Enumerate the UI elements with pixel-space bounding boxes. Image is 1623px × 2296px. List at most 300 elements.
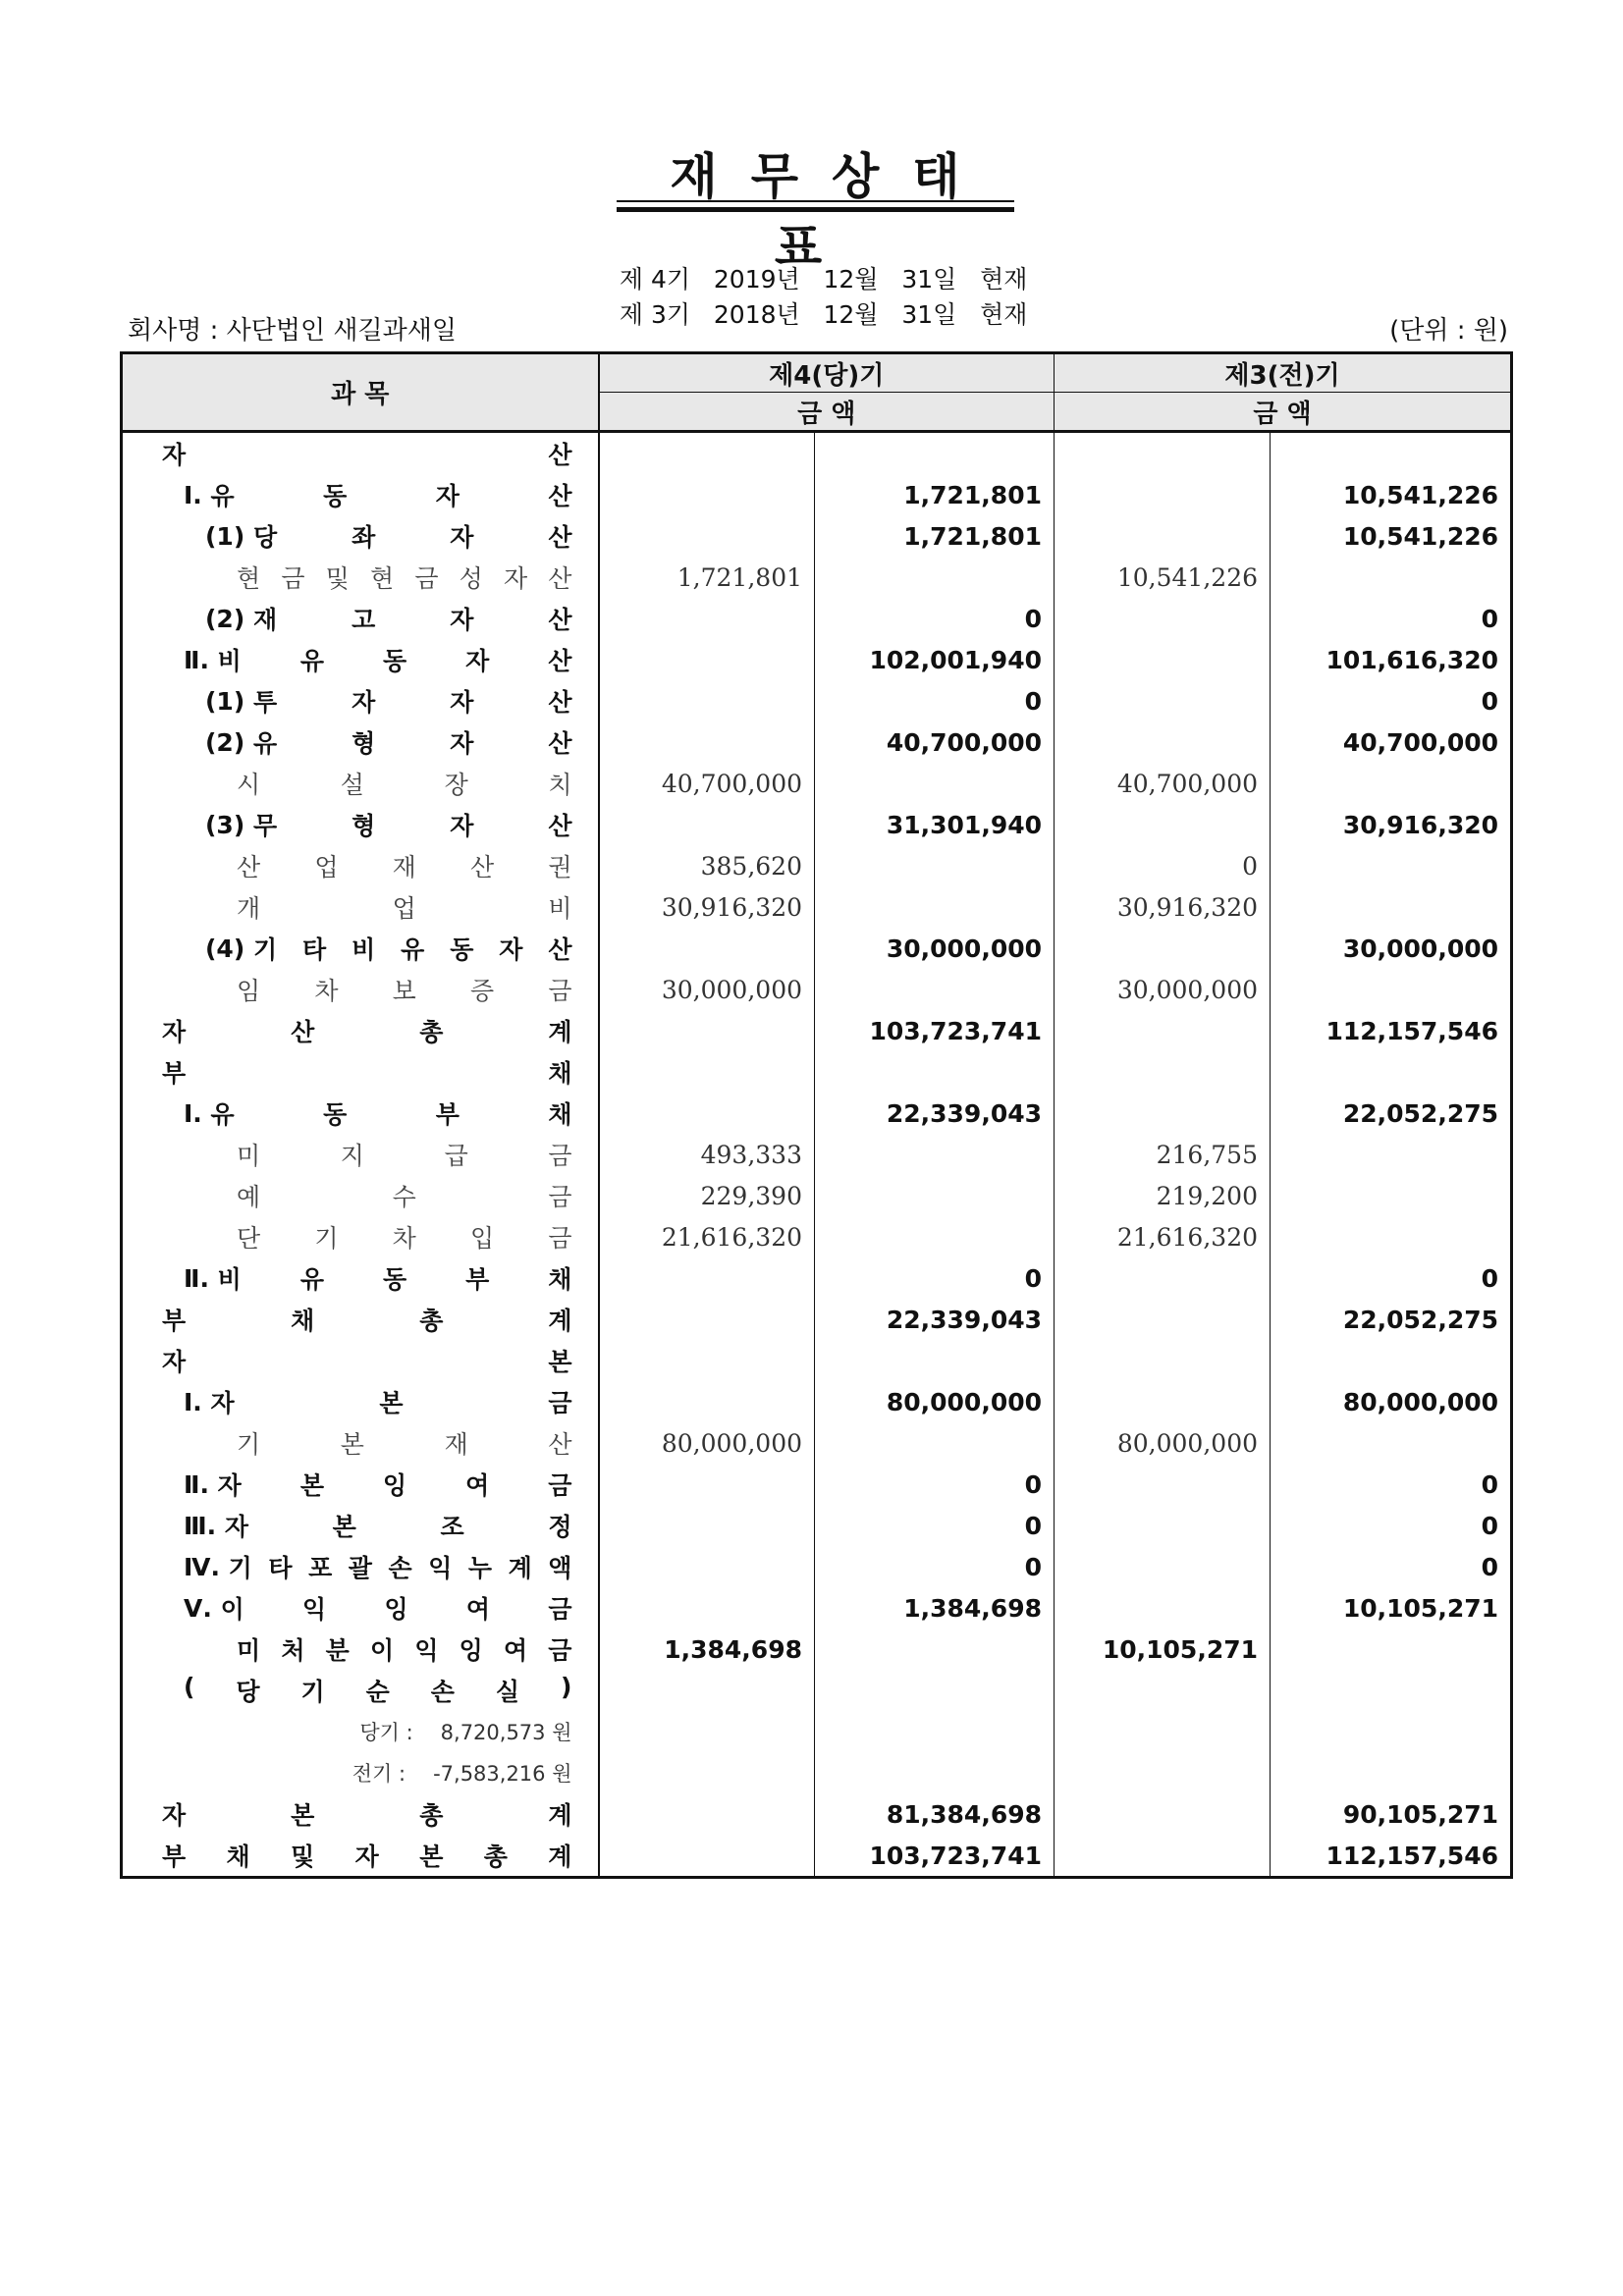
- unit-label: (단위 : 원): [1389, 316, 1508, 346]
- account-cell: [122, 969, 599, 1010]
- account-label: [237, 1137, 572, 1172]
- prior-detail-amount: 40,700,000: [1055, 763, 1271, 804]
- net-loss-note: [237, 1758, 572, 1788]
- account-label: [205, 724, 572, 760]
- current-total-amount: 40,700,000: [815, 721, 1055, 763]
- account-name: 투 자 자 산: [252, 688, 572, 717]
- current-detail-amount: [599, 1051, 815, 1093]
- current-detail-amount: [599, 1835, 815, 1878]
- period-year: 2019년: [713, 265, 800, 294]
- account-prefix: (1): [205, 686, 253, 716]
- account-prefix: (2): [205, 727, 253, 757]
- table-row: [122, 557, 1512, 598]
- table-row: [122, 721, 1512, 763]
- prior-detail-amount: [1055, 1835, 1271, 1878]
- account-label: [162, 1302, 572, 1337]
- prior-detail-amount: 21,616,320: [1055, 1216, 1271, 1257]
- account-label: [237, 889, 572, 925]
- current-detail-amount: 30,000,000: [599, 969, 815, 1010]
- current-detail-amount: [599, 680, 815, 721]
- account-cell: [122, 1051, 599, 1093]
- current-total-amount: 30,000,000: [815, 928, 1055, 969]
- current-detail-amount: 385,620: [599, 845, 815, 886]
- account-name: 비 유 동 자 산: [217, 647, 572, 675]
- current-total-amount: 1,384,698: [815, 1587, 1055, 1629]
- account-name: 자 산 총 계: [162, 1018, 572, 1046]
- prior-detail-amount: [1055, 1793, 1271, 1835]
- note-text: 8,720,573 원: [440, 1721, 572, 1744]
- prior-detail-amount: [1055, 1711, 1271, 1752]
- table-row: [122, 886, 1512, 928]
- table-body: [122, 432, 1512, 1878]
- current-detail-amount: 493,333: [599, 1134, 815, 1175]
- table-header: [122, 353, 1512, 432]
- prior-detail-amount: [1055, 721, 1271, 763]
- current-total-amount: [815, 763, 1055, 804]
- current-total-amount: [815, 1422, 1055, 1464]
- account-name: 자 본 총 계: [162, 1801, 572, 1830]
- period-month: 12월: [823, 300, 879, 329]
- account-label: [162, 1054, 572, 1090]
- current-total-amount: 0: [815, 680, 1055, 721]
- account-name: 자 본 금: [210, 1389, 572, 1417]
- account-label: [205, 683, 572, 719]
- account-name: 기 본 재 산: [237, 1430, 572, 1459]
- note-text: -7,583,216 원: [433, 1762, 572, 1786]
- prior-detail-amount: 80,000,000: [1055, 1422, 1271, 1464]
- table-row: [122, 1175, 1512, 1216]
- account-name: 자 산: [162, 441, 572, 469]
- table-row: [122, 474, 1512, 515]
- header-current-amount: 금 액: [599, 393, 1055, 432]
- prior-detail-amount: [1055, 928, 1271, 969]
- prior-total-amount: 101,616,320: [1271, 639, 1512, 680]
- prior-total-amount: [1271, 845, 1512, 886]
- account-cell: [122, 598, 599, 639]
- current-detail-amount: [599, 1670, 815, 1711]
- account-label: [237, 1219, 572, 1255]
- current-total-amount: [815, 886, 1055, 928]
- prior-detail-amount: [1055, 598, 1271, 639]
- account-label: [205, 807, 572, 842]
- account-cell: [122, 1505, 599, 1546]
- current-detail-amount: [599, 928, 815, 969]
- table-row: [122, 1257, 1512, 1299]
- account-cell: [122, 1629, 599, 1670]
- table-row: [122, 1752, 1512, 1793]
- account-name: 부 채 및 자 본 총 계: [162, 1842, 572, 1871]
- current-detail-amount: 40,700,000: [599, 763, 815, 804]
- period-month: 12월: [823, 265, 879, 294]
- current-detail-amount: 80,000,000: [599, 1422, 815, 1464]
- account-cell: [122, 474, 599, 515]
- prior-total-amount: 90,105,271: [1271, 1793, 1512, 1835]
- table-row: [122, 1711, 1512, 1752]
- account-name: 부 채 총 계: [162, 1307, 572, 1335]
- account-name: ( 당 기 순 손 실 ): [184, 1673, 572, 1706]
- account-name: 시 설 장 치: [237, 771, 572, 799]
- account-cell: [122, 1216, 599, 1257]
- account-label: [237, 1425, 572, 1461]
- prior-detail-amount: [1055, 515, 1271, 557]
- table-row: [122, 1670, 1512, 1711]
- account-cell: [122, 1093, 599, 1134]
- account-prefix: Ⅱ.: [184, 645, 218, 674]
- current-total-amount: 1,721,801: [815, 474, 1055, 515]
- current-detail-amount: 30,916,320: [599, 886, 815, 928]
- account-label: [205, 518, 572, 554]
- current-total-amount: 0: [815, 598, 1055, 639]
- current-detail-amount: [599, 1546, 815, 1587]
- account-cell: [122, 1752, 599, 1793]
- account-label: [162, 1796, 572, 1832]
- current-total-amount: [815, 1175, 1055, 1216]
- account-label: [162, 1343, 572, 1378]
- current-detail-amount: [599, 804, 815, 845]
- current-total-amount: [815, 1340, 1055, 1381]
- table-row: [122, 1505, 1512, 1546]
- prior-detail-amount: [1055, 1505, 1271, 1546]
- current-detail-amount: [599, 1752, 815, 1793]
- account-label: [205, 601, 572, 636]
- account-prefix: (4): [205, 934, 253, 963]
- account-prefix: Ⅲ.: [184, 1511, 225, 1540]
- account-name: 임 차 보 증 금: [237, 977, 572, 1005]
- account-label: [237, 1631, 572, 1667]
- account-cell: [122, 763, 599, 804]
- header-account: [122, 353, 599, 432]
- prior-detail-amount: [1055, 1587, 1271, 1629]
- account-prefix: Ⅱ.: [184, 1469, 218, 1499]
- table-row: [122, 969, 1512, 1010]
- account-label: [184, 642, 572, 677]
- account-label: [184, 1673, 572, 1708]
- account-name: 기 타 비 유 동 자 산: [252, 935, 572, 964]
- account-prefix: (1): [205, 521, 253, 551]
- header-prior-amount: 금 액: [1055, 393, 1512, 432]
- account-cell: [122, 1134, 599, 1175]
- prior-detail-amount: [1055, 1381, 1271, 1422]
- current-total-amount: [815, 1216, 1055, 1257]
- current-detail-amount: [599, 721, 815, 763]
- current-total-amount: 80,000,000: [815, 1381, 1055, 1422]
- current-total-amount: [815, 1670, 1055, 1711]
- table-row: [122, 1340, 1512, 1381]
- account-prefix: Ⅰ.: [184, 1098, 211, 1128]
- table-row: [122, 1422, 1512, 1464]
- table-row: [122, 1381, 1512, 1422]
- account-cell: [122, 1381, 599, 1422]
- current-total-amount: 103,723,741: [815, 1010, 1055, 1051]
- account-cell: [122, 1257, 599, 1299]
- account-cell: [122, 1546, 599, 1587]
- account-cell: [122, 804, 599, 845]
- current-detail-amount: [599, 1257, 815, 1299]
- prior-detail-amount: 30,916,320: [1055, 886, 1271, 928]
- current-total-amount: 22,339,043: [815, 1093, 1055, 1134]
- period-status: 현재: [980, 265, 1028, 294]
- prior-total-amount: 22,052,275: [1271, 1093, 1512, 1134]
- prior-total-amount: [1271, 886, 1512, 928]
- company-name: 회사명 : 사단법인 새길과새일: [128, 316, 457, 346]
- current-total-amount: [815, 1134, 1055, 1175]
- account-cell: [122, 886, 599, 928]
- prior-total-amount: [1271, 1752, 1512, 1793]
- current-total-amount: [815, 1629, 1055, 1670]
- account-cell: [122, 1835, 599, 1878]
- table-row: [122, 515, 1512, 557]
- prior-total-amount: [1271, 1422, 1512, 1464]
- account-cell: [122, 1587, 599, 1629]
- prior-total-amount: 0: [1271, 598, 1512, 639]
- account-label: [162, 1013, 572, 1048]
- prior-detail-amount: [1055, 432, 1271, 475]
- account-label: [237, 560, 572, 595]
- current-total-amount: 103,723,741: [815, 1835, 1055, 1878]
- prior-total-amount: [1271, 1340, 1512, 1381]
- account-cell: [122, 639, 599, 680]
- prior-detail-amount: 0: [1055, 845, 1271, 886]
- current-total-amount: 31,301,940: [815, 804, 1055, 845]
- account-label: [184, 1508, 572, 1543]
- account-cell: [122, 1010, 599, 1051]
- account-cell: [122, 515, 599, 557]
- period-day: 31일: [901, 300, 957, 329]
- table-row: [122, 1299, 1512, 1340]
- prior-total-amount: 22,052,275: [1271, 1299, 1512, 1340]
- prior-total-amount: 0: [1271, 680, 1512, 721]
- account-label: [237, 766, 572, 801]
- account-name: 현 금 및 현 금 성 자 산: [237, 564, 572, 593]
- account-cell: [122, 1422, 599, 1464]
- account-name: 부 채: [162, 1059, 572, 1088]
- account-label: [237, 972, 572, 1007]
- current-detail-amount: [599, 1587, 815, 1629]
- prior-total-amount: 10,105,271: [1271, 1587, 1512, 1629]
- current-total-amount: [815, 845, 1055, 886]
- current-detail-amount: [599, 515, 815, 557]
- prior-detail-amount: [1055, 1299, 1271, 1340]
- table-row: [122, 1051, 1512, 1093]
- period-term: 제 3기: [619, 300, 691, 329]
- account-cell: [122, 928, 599, 969]
- account-cell: [122, 845, 599, 886]
- account-cell: [122, 432, 599, 475]
- current-detail-amount: [599, 639, 815, 680]
- current-detail-amount: [599, 1711, 815, 1752]
- current-detail-amount: [599, 1793, 815, 1835]
- account-label: [237, 848, 572, 883]
- account-cell: [122, 1711, 599, 1752]
- account-cell: [122, 1175, 599, 1216]
- current-detail-amount: 1,384,698: [599, 1629, 815, 1670]
- current-total-amount: 102,001,940: [815, 639, 1055, 680]
- current-total-amount: [815, 432, 1055, 475]
- prior-total-amount: [1271, 1051, 1512, 1093]
- account-name: 무 형 자 산: [252, 812, 572, 840]
- prior-detail-amount: [1055, 680, 1271, 721]
- current-detail-amount: [599, 1340, 815, 1381]
- account-name: 유 형 자 산: [252, 729, 572, 758]
- period-term: 제 4기: [619, 265, 691, 294]
- prior-detail-amount: [1055, 1546, 1271, 1587]
- prior-total-amount: [1271, 432, 1512, 475]
- current-total-amount: 0: [815, 1546, 1055, 1587]
- account-cell: [122, 1299, 599, 1340]
- current-total-amount: [815, 969, 1055, 1010]
- prior-total-amount: 0: [1271, 1505, 1512, 1546]
- prior-total-amount: [1271, 1175, 1512, 1216]
- account-name: 미 처 분 이 익 잉 여 금: [237, 1636, 572, 1665]
- current-total-amount: [815, 1752, 1055, 1793]
- account-label: [162, 436, 572, 471]
- current-detail-amount: [599, 1010, 815, 1051]
- account-prefix: Ⅱ.: [184, 1263, 218, 1293]
- account-name: 개 업 비: [237, 894, 572, 923]
- prior-total-amount: [1271, 557, 1512, 598]
- prior-detail-amount: [1055, 1340, 1271, 1381]
- prior-total-amount: [1271, 1711, 1512, 1752]
- current-total-amount: 0: [815, 1464, 1055, 1505]
- current-total-amount: 0: [815, 1505, 1055, 1546]
- prior-total-amount: 0: [1271, 1546, 1512, 1587]
- prior-detail-amount: [1055, 804, 1271, 845]
- account-cell: [122, 557, 599, 598]
- period-status: 현재: [980, 300, 1028, 329]
- account-label: [184, 1384, 572, 1419]
- current-total-amount: [815, 557, 1055, 598]
- table-row: [122, 1546, 1512, 1587]
- prior-total-amount: [1271, 763, 1512, 804]
- account-label: [184, 477, 572, 512]
- prior-detail-amount: [1055, 1670, 1271, 1711]
- prior-total-amount: 0: [1271, 1257, 1512, 1299]
- header-account-label: 과 목: [331, 380, 390, 409]
- current-detail-amount: [599, 474, 815, 515]
- account-name: 비 유 동 부 채: [217, 1265, 572, 1294]
- account-prefix: (2): [205, 604, 253, 633]
- balance-sheet-table: [120, 351, 1513, 1879]
- net-loss-note: [237, 1717, 572, 1746]
- prior-total-amount: [1271, 969, 1512, 1010]
- account-name: 유 동 자 산: [210, 482, 572, 510]
- current-detail-amount: [599, 1299, 815, 1340]
- account-name: 당 좌 자 산: [252, 523, 572, 552]
- table-row: [122, 928, 1512, 969]
- account-label: [184, 1467, 572, 1502]
- prior-total-amount: 10,541,226: [1271, 474, 1512, 515]
- account-name: 이 익 잉 여 금: [220, 1595, 572, 1624]
- table-row: [122, 1010, 1512, 1051]
- account-prefix: Ⅳ.: [184, 1552, 229, 1581]
- prior-detail-amount: 216,755: [1055, 1134, 1271, 1175]
- account-label: [184, 1260, 572, 1296]
- current-detail-amount: [599, 432, 815, 475]
- table-row: [122, 598, 1512, 639]
- prior-total-amount: 112,157,546: [1271, 1835, 1512, 1878]
- prior-detail-amount: [1055, 1093, 1271, 1134]
- table-row: [122, 1093, 1512, 1134]
- prior-detail-amount: 10,105,271: [1055, 1629, 1271, 1670]
- period-year: 2018년: [713, 300, 800, 329]
- account-label: [205, 931, 572, 966]
- account-name: 재 고 자 산: [252, 606, 572, 634]
- account-name: 자 본 잉 여 금: [217, 1471, 572, 1500]
- account-cell: [122, 721, 599, 763]
- current-detail-amount: [599, 1505, 815, 1546]
- prior-detail-amount: [1055, 1464, 1271, 1505]
- table-row: [122, 1587, 1512, 1629]
- header-prior-period: 제3(전)기: [1055, 353, 1512, 393]
- prior-total-amount: 30,916,320: [1271, 804, 1512, 845]
- current-total-amount: [815, 1711, 1055, 1752]
- document-title: 재무상태표: [670, 148, 994, 276]
- current-total-amount: 0: [815, 1257, 1055, 1299]
- prior-total-amount: 0: [1271, 1464, 1512, 1505]
- account-name: 유 동 부 채: [210, 1100, 572, 1129]
- period-line-prior: [604, 267, 1055, 331]
- prior-total-amount: [1271, 1134, 1512, 1175]
- prior-detail-amount: [1055, 474, 1271, 515]
- account-name: 미 지 급 금: [237, 1142, 572, 1170]
- account-name: 단 기 차 입 금: [237, 1224, 572, 1253]
- header-current-period: 제4(당)기: [599, 353, 1055, 393]
- prior-total-amount: 112,157,546: [1271, 1010, 1512, 1051]
- table-row: [122, 1134, 1512, 1175]
- current-detail-amount: 21,616,320: [599, 1216, 815, 1257]
- account-prefix: (3): [205, 810, 253, 839]
- current-total-amount: 22,339,043: [815, 1299, 1055, 1340]
- current-detail-amount: [599, 1464, 815, 1505]
- account-cell: [122, 680, 599, 721]
- account-cell: [122, 1340, 599, 1381]
- account-name: 예 수 금: [237, 1183, 572, 1211]
- account-label: [237, 1178, 572, 1213]
- title-underline-thick: [617, 207, 1014, 212]
- prior-total-amount: 40,700,000: [1271, 721, 1512, 763]
- account-prefix: Ⅴ.: [184, 1593, 221, 1623]
- current-total-amount: 81,384,698: [815, 1793, 1055, 1835]
- prior-total-amount: 80,000,000: [1271, 1381, 1512, 1422]
- account-label: [184, 1549, 572, 1584]
- account-name: 산 업 재 산 권: [237, 853, 572, 881]
- current-total-amount: [815, 1051, 1055, 1093]
- prior-total-amount: 10,541,226: [1271, 515, 1512, 557]
- prior-detail-amount: [1055, 1257, 1271, 1299]
- table-row: [122, 845, 1512, 886]
- prior-detail-amount: [1055, 1051, 1271, 1093]
- note-text: 전기 :: [352, 1762, 406, 1786]
- prior-detail-amount: 10,541,226: [1055, 557, 1271, 598]
- table-row: [122, 1464, 1512, 1505]
- prior-detail-amount: [1055, 639, 1271, 680]
- table-row: [122, 680, 1512, 721]
- account-prefix: Ⅰ.: [184, 480, 211, 509]
- prior-total-amount: [1271, 1216, 1512, 1257]
- prior-total-amount: [1271, 1670, 1512, 1711]
- table-row: [122, 804, 1512, 845]
- current-detail-amount: [599, 1381, 815, 1422]
- table-row: [122, 1629, 1512, 1670]
- account-name: 자 본 조 정: [224, 1513, 572, 1541]
- prior-total-amount: [1271, 1629, 1512, 1670]
- prior-detail-amount: [1055, 1010, 1271, 1051]
- account-cell: [122, 1793, 599, 1835]
- table-row: [122, 1835, 1512, 1878]
- current-detail-amount: 1,721,801: [599, 557, 815, 598]
- account-label: [162, 1838, 572, 1873]
- prior-detail-amount: [1055, 1752, 1271, 1793]
